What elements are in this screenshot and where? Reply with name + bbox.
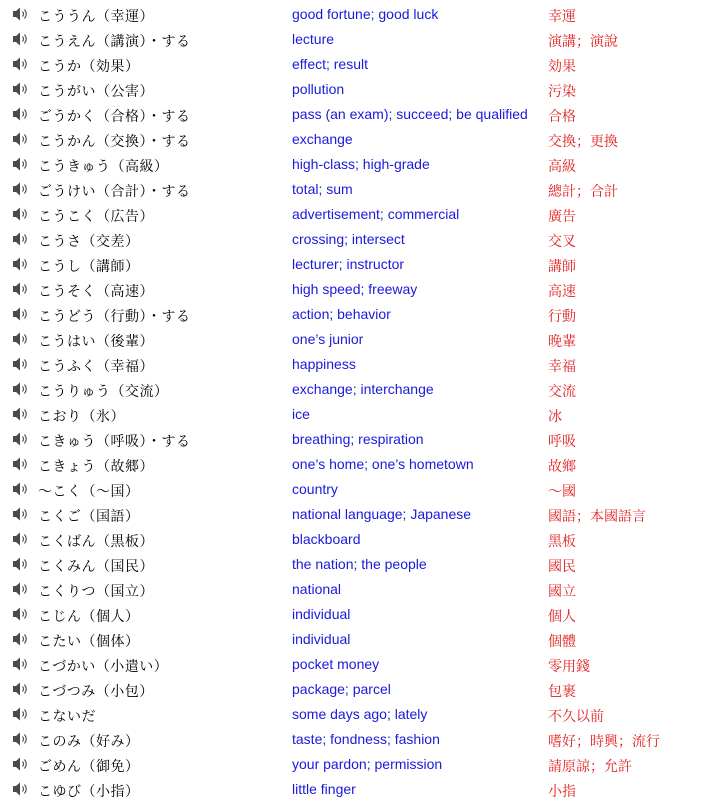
vocab-row (0, 302, 720, 327)
japanese-word: こくりつ（国立） (38, 584, 154, 600)
english-meaning: your pardon; permission (292, 756, 443, 772)
japanese-word: このみ（好み） (38, 734, 140, 750)
chinese-meaning: 交流 (548, 384, 576, 400)
speaker-icon[interactable] (12, 781, 30, 797)
vocab-row (0, 452, 720, 477)
japanese-word: こづかい（小遣い） (38, 659, 169, 675)
vocab-row (0, 277, 720, 302)
speaker-icon[interactable] (12, 331, 30, 347)
english-meaning: total; sum (292, 181, 353, 197)
speaker-icon[interactable] (12, 206, 30, 222)
english-meaning: crossing; intersect (292, 231, 405, 247)
vocab-row (0, 177, 720, 202)
english-meaning: one’s junior (292, 331, 364, 347)
japanese-word: こうかん（交換）・する (38, 134, 191, 150)
japanese-word: こうきゅう（高級） (38, 159, 169, 175)
vocab-row (0, 627, 720, 652)
vocab-row (0, 527, 720, 552)
chinese-meaning: 包裹 (548, 684, 576, 700)
speaker-icon[interactable] (12, 456, 30, 472)
vocab-row (0, 77, 720, 102)
speaker-icon[interactable] (12, 406, 30, 422)
japanese-word: ごうけい（合計）・する (38, 184, 191, 200)
speaker-icon[interactable] (12, 181, 30, 197)
chinese-meaning: 小指 (548, 784, 576, 800)
chinese-meaning: 冰 (548, 409, 562, 425)
english-meaning: some days ago; lately (292, 706, 428, 722)
japanese-word: こくみん（国民） (38, 559, 154, 575)
chinese-meaning: 黑板 (548, 534, 576, 550)
vocab-row (0, 552, 720, 577)
japanese-word: こきょう（故郷） (38, 459, 154, 475)
english-meaning: exchange (292, 131, 353, 147)
speaker-icon[interactable] (12, 531, 30, 547)
speaker-icon[interactable] (12, 106, 30, 122)
vocab-row (0, 202, 720, 227)
english-meaning: national language; Japanese (292, 506, 472, 522)
chinese-meaning: 幸福 (548, 359, 576, 375)
english-meaning: country (292, 481, 338, 497)
english-meaning: pollution (292, 81, 345, 97)
speaker-icon[interactable] (12, 306, 30, 322)
vocabulary-table (0, 2, 720, 802)
japanese-word: こうそく（高速） (38, 284, 154, 300)
vocab-row (0, 702, 720, 727)
vocab-row (0, 2, 720, 27)
chinese-meaning: 交叉 (548, 234, 576, 250)
vocab-row (0, 377, 720, 402)
speaker-icon[interactable] (12, 681, 30, 697)
speaker-icon[interactable] (12, 156, 30, 172)
chinese-meaning: 請原諒；允許 (548, 759, 632, 775)
chinese-meaning: 廣告 (548, 209, 576, 225)
vocab-row (0, 252, 720, 277)
speaker-icon[interactable] (12, 481, 30, 497)
speaker-icon[interactable] (12, 506, 30, 522)
vocab-row (0, 577, 720, 602)
chinese-meaning: 國立 (548, 584, 576, 600)
speaker-icon[interactable] (12, 631, 30, 647)
speaker-icon[interactable] (12, 581, 30, 597)
speaker-icon[interactable] (12, 231, 30, 247)
japanese-word: こうか（効果） (38, 59, 140, 75)
japanese-word: こうどう（行動）・する (38, 309, 191, 325)
chinese-meaning: 交換；更換 (548, 134, 618, 150)
chinese-meaning: 國語；本國語言 (548, 509, 646, 525)
japanese-word: こないだ (38, 709, 96, 725)
speaker-icon[interactable] (12, 31, 30, 47)
japanese-word: こううん（幸運） (38, 9, 154, 25)
chinese-meaning: 演講；演說 (548, 34, 618, 50)
chinese-meaning: 幸運 (548, 9, 576, 25)
english-meaning: lecturer; instructor (292, 256, 405, 272)
japanese-word: こきゅう（呼吸）・する (38, 434, 191, 450)
japanese-word: こおり（氷） (38, 409, 125, 425)
english-meaning: national (292, 581, 342, 597)
vocab-row (0, 777, 720, 802)
english-meaning: good fortune; good luck (292, 6, 439, 22)
chinese-meaning: 個人 (548, 609, 576, 625)
japanese-word: こうし（講師） (38, 259, 140, 275)
speaker-icon[interactable] (12, 256, 30, 272)
vocab-row (0, 477, 720, 502)
vocab-row (0, 427, 720, 452)
chinese-meaning: 零用錢 (548, 659, 590, 675)
japanese-word: ～こく（～国） (38, 484, 140, 500)
english-meaning: individual (292, 606, 351, 622)
japanese-word: こうがい（公害） (38, 84, 154, 100)
chinese-meaning: 總計；合計 (548, 184, 618, 200)
chinese-meaning: 不久以前 (548, 709, 604, 725)
chinese-meaning: 個體 (548, 634, 576, 650)
english-meaning: ice (292, 406, 310, 422)
vocab-row (0, 652, 720, 677)
japanese-word: こくばん（黒板） (38, 534, 154, 550)
vocab-row (0, 402, 720, 427)
vocab-row (0, 752, 720, 777)
chinese-meaning: 合格 (548, 109, 576, 125)
japanese-word: こうりゅう（交流） (38, 384, 169, 400)
english-meaning: one’s home; one’s hometown (292, 456, 474, 472)
chinese-meaning: 講師 (548, 259, 576, 275)
english-meaning: blackboard (292, 531, 361, 547)
speaker-icon[interactable] (12, 131, 30, 147)
english-meaning: happiness (292, 356, 356, 372)
chinese-meaning: ～國 (548, 484, 576, 500)
english-meaning: effect; result (292, 56, 369, 72)
speaker-icon[interactable] (12, 381, 30, 397)
chinese-meaning: 呼吸 (548, 434, 576, 450)
vocab-row (0, 227, 720, 252)
speaker-icon[interactable] (12, 656, 30, 672)
japanese-word: こうはい（後輩） (38, 334, 154, 350)
speaker-icon[interactable] (12, 6, 30, 22)
english-meaning: the nation; the people (292, 556, 427, 572)
english-meaning: breathing; respiration (292, 431, 424, 447)
japanese-word: こゆび（小指） (38, 784, 140, 800)
english-meaning: little finger (292, 781, 356, 797)
english-meaning: taste; fondness; fashion (292, 731, 440, 747)
vocab-row (0, 102, 720, 127)
vocab-row (0, 27, 720, 52)
english-meaning: individual (292, 631, 351, 647)
chinese-meaning: 行動 (548, 309, 576, 325)
japanese-word: ごめん（御免） (38, 759, 140, 775)
english-meaning: exchange; interchange (292, 381, 434, 397)
chinese-meaning: 污染 (548, 84, 576, 100)
english-meaning: advertisement; commercial (292, 206, 460, 222)
vocab-row (0, 677, 720, 702)
english-meaning: action; behavior (292, 306, 391, 322)
japanese-word: こたい（個体） (38, 634, 140, 650)
speaker-icon[interactable] (12, 356, 30, 372)
speaker-icon[interactable] (12, 731, 30, 747)
chinese-meaning: 國民 (548, 559, 576, 575)
vocab-row (0, 602, 720, 627)
chinese-meaning: 効果 (548, 59, 576, 75)
vocab-row (0, 352, 720, 377)
japanese-word: こうこく（広告） (38, 209, 154, 225)
english-meaning: pocket money (292, 656, 380, 672)
speaker-icon[interactable] (12, 556, 30, 572)
chinese-meaning: 晚輩 (548, 334, 576, 350)
english-meaning: lecture (292, 31, 335, 47)
vocab-row (0, 327, 720, 352)
japanese-word: こうさ（交差） (38, 234, 140, 250)
speaker-icon[interactable] (12, 706, 30, 722)
speaker-icon[interactable] (12, 56, 30, 72)
japanese-word: こじん（個人） (38, 609, 140, 625)
english-meaning: high speed; freeway (292, 281, 418, 297)
vocab-row (0, 52, 720, 77)
vocab-row (0, 502, 720, 527)
japanese-word: こづつみ（小包） (38, 684, 154, 700)
speaker-icon[interactable] (12, 756, 30, 772)
japanese-word: ごうかく（合格）・する (38, 109, 191, 125)
japanese-word: こうえん（講演）・する (38, 34, 191, 50)
english-meaning: high-class; high-grade (292, 156, 430, 172)
speaker-icon[interactable] (12, 281, 30, 297)
speaker-icon[interactable] (12, 606, 30, 622)
vocab-row (0, 127, 720, 152)
vocab-row (0, 727, 720, 752)
speaker-icon[interactable] (12, 431, 30, 447)
japanese-word: こうふく（幸福） (38, 359, 154, 375)
chinese-meaning: 嗜好；時興；流行 (548, 734, 660, 750)
chinese-meaning: 故鄉 (548, 459, 576, 475)
chinese-meaning: 高級 (548, 159, 576, 175)
speaker-icon[interactable] (12, 81, 30, 97)
english-meaning: package; parcel (292, 681, 391, 697)
english-meaning: pass (an exam); succeed; be qualified (292, 106, 528, 122)
chinese-meaning: 高速 (548, 284, 576, 300)
japanese-word: こくご（国語） (38, 509, 140, 525)
vocab-row (0, 152, 720, 177)
